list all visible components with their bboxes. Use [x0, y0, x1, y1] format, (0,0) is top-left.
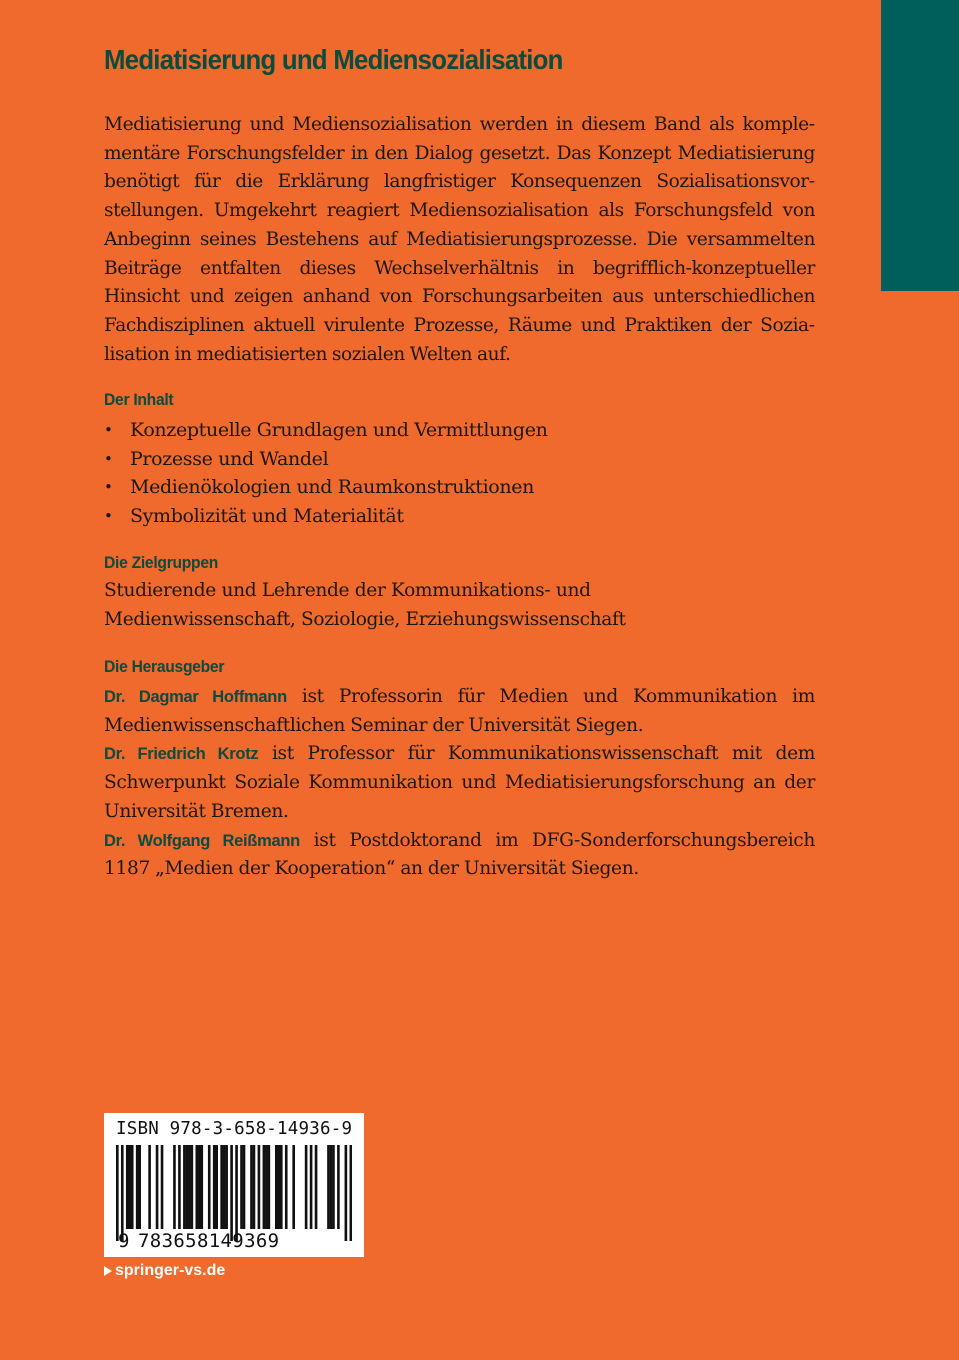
ean-digits: 783658149369 [138, 1230, 280, 1252]
barcode-bar [186, 1145, 189, 1229]
arrow-right-icon [104, 1266, 112, 1276]
barcode-bar [292, 1145, 295, 1229]
barcode-bar [275, 1145, 278, 1229]
contents-heading: Der Inhalt [104, 390, 174, 409]
barcode-bar [191, 1145, 194, 1229]
barcode-bar [138, 1145, 141, 1229]
publisher-website[interactable] [104, 1262, 225, 1280]
contents-item: • Prozesse und Wandel [104, 445, 548, 474]
barcode-bar [116, 1145, 119, 1241]
barcode-bar [128, 1145, 131, 1229]
barcode-bar [263, 1145, 266, 1229]
barcode-bar [345, 1145, 348, 1241]
barcode-bar [277, 1145, 280, 1229]
editor-bio: ist Postdoktorand im DFG-Sonderforschungsbereich 1187 „Medien der Kooperation“ an der Universität Siegen. [104, 829, 815, 880]
ean-first-digit: 9 [118, 1230, 130, 1252]
barcode-bar [240, 1145, 243, 1229]
barcode-bar [173, 1145, 176, 1229]
book-blurb: Mediatisierung und Mediensozialisation werden in diesem Band als komplementäre Forschungsfelder in den Dialog gesetzt. Das Konzept Mediatisierung benötigt für die Erklärung langfristiger Konsequenzen Sozialisationsvorstellungen. Umgekehrt reagiert Mediensozialisation als Forschungsfeld von Anbeginn seines Bestehens auf Mediatisierungsprozesse. Die versammelten Beiträge entfalten dieses Wechselverhältnis in begrifflich-konzeptueller Hinsicht und zeigen anhand von Forschungsarbeiten aus unterschiedlichen Fachdisziplinen aktuell virulente Prozesse, Räume und Praktiken der Sozialisation in mediatisierten sozialen Welten auf. [104, 114, 815, 365]
barcode-bar [243, 1145, 246, 1229]
barcode-bar [220, 1145, 223, 1229]
barcode-bar [305, 1145, 308, 1229]
barcode-bar [350, 1145, 352, 1241]
book-title: Mediatisierung und Mediensozialisation [104, 44, 563, 75]
barcode-bar [131, 1145, 134, 1229]
cover-accent-tab [881, 0, 959, 291]
isbn-label: ISBN 978-3-658-14936-9 [116, 1119, 353, 1139]
audience-heading: Die Zielgruppen [104, 553, 219, 572]
audience-line: Studierende und Lehrende der Kommunikations- und [104, 580, 591, 601]
barcode-bar [332, 1145, 335, 1229]
barcode-bar [258, 1145, 261, 1229]
barcode-bar [183, 1145, 186, 1229]
barcode-bar [230, 1145, 233, 1241]
barcode-bar [188, 1145, 191, 1229]
barcode-bar [198, 1145, 201, 1229]
isbn-barcode [104, 1113, 364, 1257]
barcode-bar [213, 1145, 216, 1229]
barcode-bar [315, 1145, 318, 1229]
barcode-bar [215, 1145, 218, 1229]
barcode-bar [161, 1145, 164, 1229]
editor-entry [104, 740, 815, 826]
editor-bio: ist Professorin für Medien und Kommunikation im Medienwissenschaftlichen Seminar der Universität Siegen. [104, 686, 815, 736]
barcode-bar [330, 1145, 333, 1229]
contents-item: • Symbolizität und Materialität [104, 502, 548, 531]
barcode-bar [285, 1145, 288, 1229]
contents-item: • Konzeptuelle Grundlagen und Vermittlungen [104, 416, 548, 445]
editor-entry [104, 827, 815, 884]
barcode-bar [148, 1145, 151, 1229]
barcode-bar [178, 1145, 181, 1229]
barcode-bars [116, 1145, 352, 1241]
barcode-bar [265, 1145, 268, 1229]
barcode-bar [268, 1145, 271, 1229]
editor-name: Dr. Friedrich Krotz [104, 745, 259, 764]
editor-name: Dr. Dagmar Hoffmann [104, 688, 287, 706]
barcode-bar [310, 1145, 313, 1229]
editors-heading: Die Herausgeber [104, 657, 225, 676]
barcode-bar [253, 1145, 256, 1229]
audience-line: Medienwissenschaft, Soziologie, Erziehungswissenschaft [104, 609, 626, 630]
barcode-bar [208, 1145, 211, 1229]
contents-item: • Medienökologien und Raumkonstruktionen [104, 473, 548, 502]
barcode-bar [280, 1145, 283, 1229]
barcode-bar [126, 1145, 129, 1229]
editors-block [104, 683, 815, 884]
editor-entry [104, 683, 815, 740]
barcode-bar [136, 1145, 139, 1229]
barcode-bar [225, 1145, 228, 1229]
barcode-bar [156, 1145, 159, 1229]
editor-name: Dr. Wolfgang Reißmann [104, 831, 300, 850]
barcode-bar [121, 1145, 124, 1241]
barcode-bar [195, 1145, 198, 1229]
barcode-bar [200, 1145, 203, 1229]
contents-list [104, 416, 548, 531]
barcode-bar [250, 1145, 253, 1229]
barcode-bar [337, 1145, 340, 1229]
barcode-bar [327, 1145, 330, 1229]
barcode-bar [223, 1145, 226, 1229]
barcode-bar [235, 1145, 238, 1241]
editor-bio: ist Professor für Kommunikationswissenschaft mit dem Schwerpunkt Soziale Kommunikation und Mediatisierungsforschung an der Universität Bremen. [104, 743, 816, 822]
website-label: springer-vs.de [115, 1262, 226, 1279]
